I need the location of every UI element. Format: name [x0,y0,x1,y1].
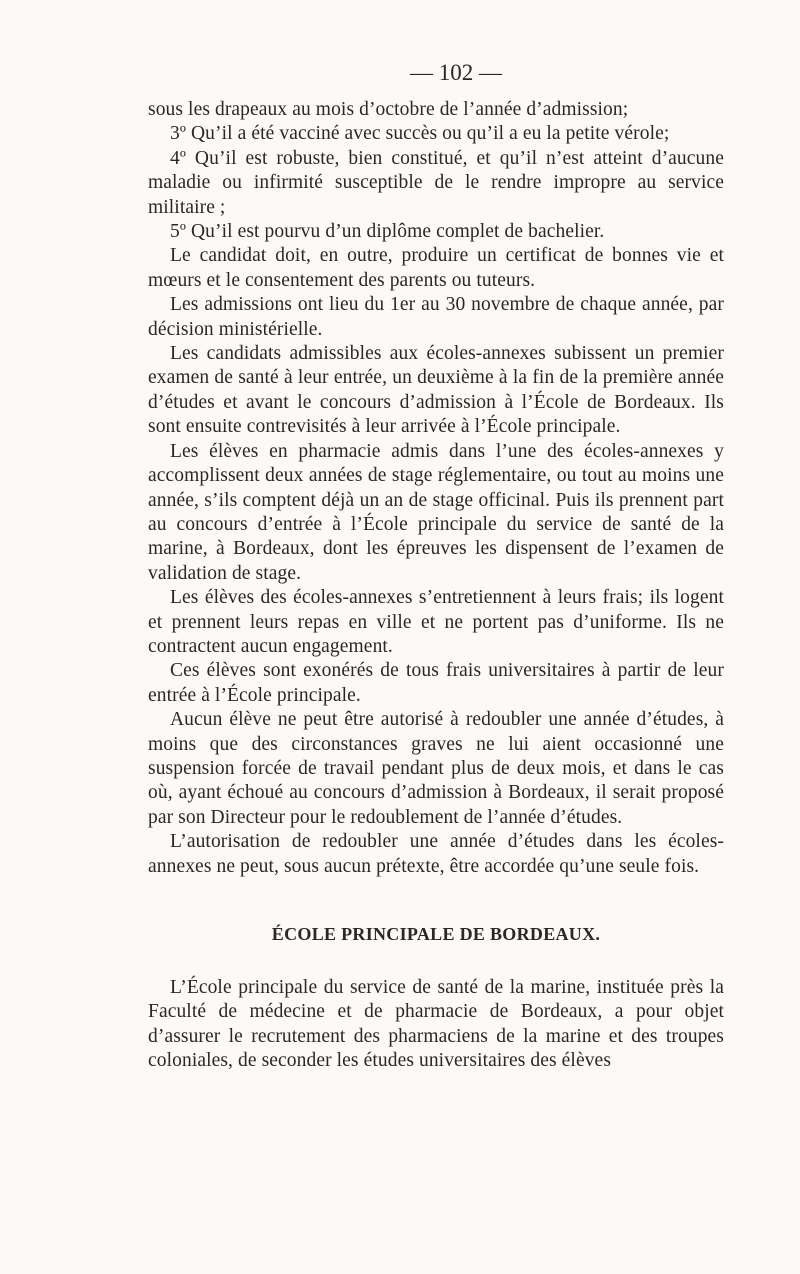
paragraph: Ces élèves sont exonérés de tous frais universitaires à partir de leur entrée à l’École principale. [148,660,724,706]
paragraph: 5º Qu’il est pourvu d’un diplôme complet de bachelier. [170,221,605,243]
paragraph: L’École principale du service de santé de la marine, instituée près la Faculté de médecine et de pharmacie de Bordeaux, a pour objet d’assurer le recrutement des pharmaciens de la marine et des troupes coloniales, de seconder les études universitaires des élèves [148,977,724,1072]
body-text-after-heading [148,976,724,1074]
paragraph: 3º Qu’il a été vacciné avec succès ou qu’il a eu la petite vérole; [170,123,670,145]
paragraph: sous les drapeaux au mois d’octobre de l’année d’admission; [148,99,629,120]
paragraph: Les candidats admissibles aux écoles-annexes subissent un premier examen de santé à leur entrée, un deuxième à la fin de la première année d’études et avant le concours d’admission à l’École de Bordeaux. Ils sont ensuite contrevisités à leur arrivée à l’École principale. [148,343,724,438]
paragraph: Les élèves en pharmacie admis dans l’une des écoles-annexes y accomplissent deux années de stage réglementaire, ou tout au moins une année, s’ils comptent déjà un an de stage officinal. Puis ils prennent part au concours d’entrée à l’École principale du service de santé de la marine, à Bordeaux, dont les épreuves les dispensent de l’examen de validation de stage. [148,440,724,584]
paragraph: Les élèves des écoles-annexes s’entretiennent à leurs frais; ils logent et prennent leurs repas en ville et ne portent pas d’uniforme. Ils ne contractent aucun engagement. [148,587,724,657]
paragraph: L’autorisation de redoubler une année d’études dans les écoles-annexes ne peut, sous aucun prétexte, être accordée qu’une seule fois. [148,831,724,877]
paragraph: 4º Qu’il est robuste, bien constitué, et qu’il n’est atteint d’aucune maladie ou infirmité susceptible de le rendre impropre au service militaire ; [148,147,724,218]
paragraph: Le candidat doit, en outre, produire un certificat de bonnes vie et mœurs et le consentement des parents ou tuteurs. [148,245,724,291]
document-page [148,58,724,1074]
section-heading: ÉCOLE PRINCIPALE DE BORDEAUX. [271,924,601,944]
paragraph: Aucun élève ne peut être autorisé à redoubler une année d’études, à moins que des circonstances graves ne lui aient occasionné une suspension forcée de travail pendant plus de deux mois, et dans le cas où, ayant échoué au concours d’admission à Bordeaux, il serait proposé par son Directeur pour le redoublement de l’année d’études. [148,709,724,828]
body-text-before-heading [148,98,724,879]
paragraph: Les admissions ont lieu du 1er au 30 novembre de chaque année, par décision ministérielle. [148,294,724,340]
page-number: — 102 — [410,60,502,85]
